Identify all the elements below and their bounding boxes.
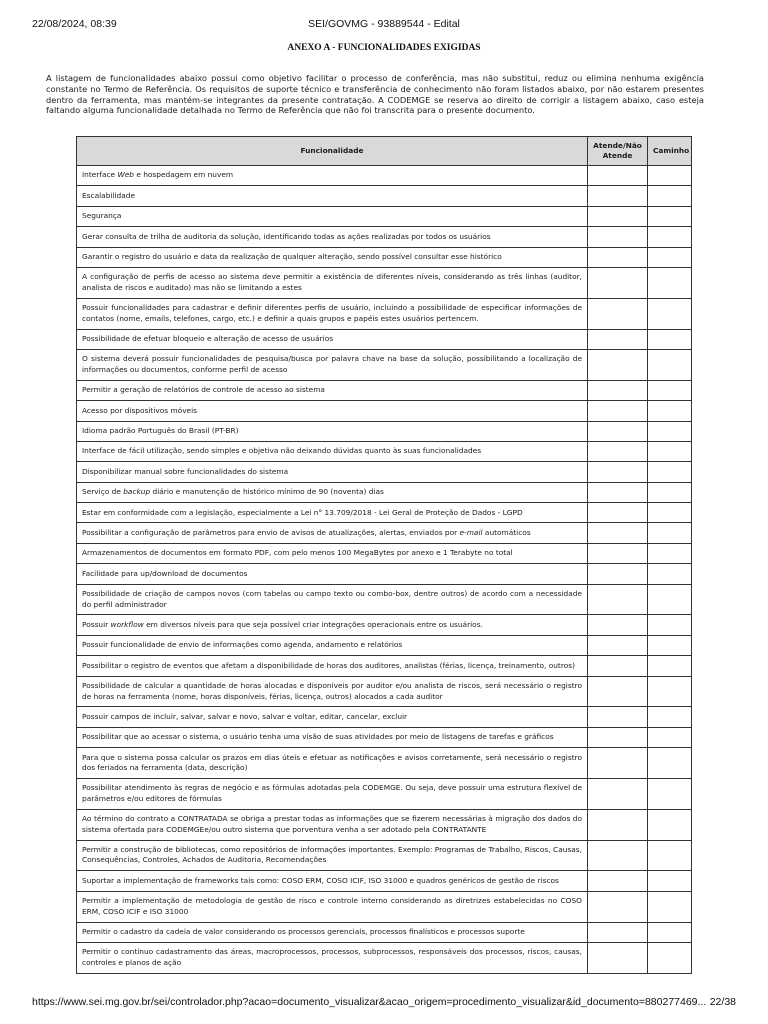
path-cell[interactable] xyxy=(648,727,692,747)
requirement-cell: Garantir o registro do usuário e data da realização de qualquer alteração, sendo possível consultar esse histórico xyxy=(77,247,588,267)
path-cell[interactable] xyxy=(648,329,692,349)
table-row xyxy=(77,543,692,563)
document-title: ANEXO A - FUNCIONALIDADES EXIGIDAS xyxy=(287,43,481,53)
path-cell[interactable] xyxy=(648,421,692,441)
path-cell[interactable] xyxy=(648,891,692,922)
requirement-cell: Ao término do contrato a CONTRATADA se obriga a prestar todas as informações que se fizerem necessárias à migração dos dados do sistema ofertada para CODEMGEe/ou outro sistema que porventura venha a ser adotado pela CONTRATANTE xyxy=(77,809,588,840)
table-row xyxy=(77,635,692,655)
meets-cell[interactable] xyxy=(588,871,648,891)
requirement-cell: Escalabilidade xyxy=(77,186,588,206)
requirement-cell: Disponibilizar manual sobre funcionalidades do sistema xyxy=(77,462,588,482)
path-cell[interactable] xyxy=(648,380,692,400)
path-cell[interactable] xyxy=(648,247,692,267)
path-cell[interactable] xyxy=(648,441,692,461)
path-cell[interactable] xyxy=(648,707,692,727)
requirement-cell: Para que o sistema possa calcular os prazos em dias úteis e efetuar as notificações e avisos corretamente, será necessário o registro dos feriados na ferramenta (data, descrição) xyxy=(77,748,588,779)
table-row xyxy=(77,227,692,247)
path-cell[interactable] xyxy=(648,227,692,247)
table-row xyxy=(77,707,692,727)
table-row xyxy=(77,615,692,635)
meets-cell[interactable] xyxy=(588,543,648,563)
path-cell[interactable] xyxy=(648,615,692,635)
path-cell[interactable] xyxy=(648,267,692,298)
table-row xyxy=(77,247,692,267)
requirement-cell: Facilidade para up/download de documentos xyxy=(77,564,588,584)
path-cell[interactable] xyxy=(648,482,692,502)
meets-cell[interactable] xyxy=(588,942,648,973)
table-row xyxy=(77,871,692,891)
path-cell[interactable] xyxy=(648,922,692,942)
table-row xyxy=(77,584,692,615)
print-header xyxy=(32,18,736,32)
path-cell[interactable] xyxy=(648,206,692,226)
requirement-cell: Possibilitar a configuração de parâmetros para envio de avisos de atualizações, alertas, enviados por e-mail automáticos xyxy=(77,523,588,543)
path-cell[interactable] xyxy=(648,748,692,779)
requirement-cell: Possibilitar atendimento às regras de negócio e as fórmulas adotadas pela CODEMGE. Ou seja, deve possuir uma estrutura flexível de parâmetros e/ou editores de fórmulas xyxy=(77,778,588,809)
meets-cell[interactable] xyxy=(588,247,648,267)
table-row xyxy=(77,401,692,421)
requirement-cell: Possuir funcionalidade de envio de informações como agenda, andamento e relatórios xyxy=(77,635,588,655)
meets-cell[interactable] xyxy=(588,298,648,329)
path-cell[interactable] xyxy=(648,809,692,840)
table-row xyxy=(77,809,692,840)
requirement-cell: Interface de fácil utilização, sendo simples e objetiva não deixando dúvidas quanto às suas funcionalidades xyxy=(77,441,588,461)
meets-cell[interactable] xyxy=(588,656,648,676)
requirement-cell: Serviço de backup diário e manutenção de histórico mínimo de 90 (noventa) dias xyxy=(77,482,588,502)
requirement-cell: Permitir a geração de relatórios de controle de acesso ao sistema xyxy=(77,380,588,400)
table-row xyxy=(77,462,692,482)
table-row xyxy=(77,523,692,543)
table-row xyxy=(77,676,692,707)
table-header-row xyxy=(77,137,692,166)
functionality-table xyxy=(76,136,692,974)
meets-cell[interactable] xyxy=(588,401,648,421)
meets-cell[interactable] xyxy=(588,349,648,380)
requirement-cell: Possuir funcionalidades para cadastrar e definir diferentes perfis de usuário, incluindo a possibilidade de especificar informações de contatos (nome, emails, telefones, cargo, etc.) e definir a quais grupos e papéis estes usuários pertencem. xyxy=(77,298,588,329)
path-cell[interactable] xyxy=(648,871,692,891)
requirement-cell: Possibilitar que ao acessar o sistema, o usuário tenha uma visão de suas atividades por meio de listagens de tarefas e gráficos xyxy=(77,727,588,747)
path-cell[interactable] xyxy=(648,942,692,973)
requirement-cell: Estar em conformidade com a legislação, especialmente a Lei n° 13.709/2018 - Lei Geral de Proteção de Dados - LGPD xyxy=(77,503,588,523)
meets-cell[interactable] xyxy=(588,441,648,461)
path-cell[interactable] xyxy=(648,166,692,186)
path-cell[interactable] xyxy=(648,503,692,523)
requirement-cell: Gerar consulta de trilha de auditoria da solução, identificando todas as ações realizadas por todos os usuários xyxy=(77,227,588,247)
requirement-cell: Possuir workflow em diversos níveis para que seja possível criar integrações operacionais entre os usuários. xyxy=(77,615,588,635)
meets-cell[interactable] xyxy=(588,523,648,543)
meets-cell[interactable] xyxy=(588,166,648,186)
requirement-cell: Possuir campos de incluir, salvar, salvar e novo, salvar e voltar, editar, cancelar, excluir xyxy=(77,707,588,727)
requirement-cell: Permitir o contínuo cadastramento das áreas, macroprocessos, processos, subprocessos, responsáveis dos processos, riscos, causas, controles e planos de ação xyxy=(77,942,588,973)
path-cell[interactable] xyxy=(648,676,692,707)
table-row xyxy=(77,186,692,206)
header-meets: Atende/Não Atende xyxy=(588,137,648,166)
path-cell[interactable] xyxy=(648,840,692,871)
requirement-cell: Permitir a construção de bibliotecas, como repositórios de informações importantes. Exemplo: Programas de Trabalho, Riscos, Causas, Consequências, Controles, Achados de Auditoria, Recomendações xyxy=(77,840,588,871)
requirement-cell: Interface Web e hospedagem em nuvem xyxy=(77,166,588,186)
requirement-cell: O sistema deverá possuir funcionalidades de pesquisa/busca por palavra chave na base da solução, possibilitando a localização de informações ou documentos, conforme perfil de acesso xyxy=(77,349,588,380)
meets-cell[interactable] xyxy=(588,748,648,779)
meets-cell[interactable] xyxy=(588,186,648,206)
meets-cell[interactable] xyxy=(588,922,648,942)
table-row xyxy=(77,166,692,186)
requirement-cell: Possibilidade de calcular a quantidade de horas alocadas e disponíveis por auditor e/ou analista de riscos, será necessário o registro de horas na ferramenta (nome, horas disponíveis, férias, licença, outros) alocados a cada auditor xyxy=(77,676,588,707)
requirement-cell: Armazenamentos de documentos em formato PDF, com pelo menos 100 MegaBytes por anexo e 1 Terabyte no total xyxy=(77,543,588,563)
table-row xyxy=(77,503,692,523)
meets-cell[interactable] xyxy=(588,206,648,226)
meets-cell[interactable] xyxy=(588,482,648,502)
table-row xyxy=(77,267,692,298)
requirement-cell: Acesso por dispositivos móveis xyxy=(77,401,588,421)
requirement-cell: Possibilitar o registro de eventos que afetam a disponibilidade de horas dos auditores, analistas (férias, licença, treinamento, outros) xyxy=(77,656,588,676)
table-row xyxy=(77,206,692,226)
path-cell[interactable] xyxy=(648,584,692,615)
meets-cell[interactable] xyxy=(588,503,648,523)
meets-cell[interactable] xyxy=(588,227,648,247)
requirement-cell: Permitir a implementação de metodologia de gestão de risco e controle interno considerando as diretrizes estabelecidas no COSO ERM, COSO ICIF e ISO 31000 xyxy=(77,891,588,922)
table-row xyxy=(77,840,692,871)
path-cell[interactable] xyxy=(648,298,692,329)
meets-cell[interactable] xyxy=(588,267,648,298)
meets-cell[interactable] xyxy=(588,635,648,655)
path-cell[interactable] xyxy=(648,635,692,655)
table-row xyxy=(77,349,692,380)
meets-cell[interactable] xyxy=(588,329,648,349)
path-cell[interactable] xyxy=(648,186,692,206)
path-cell[interactable] xyxy=(648,401,692,421)
path-cell[interactable] xyxy=(648,564,692,584)
print-title: SEI/GOVMG - 93889544 - Edital xyxy=(308,18,460,30)
meets-cell[interactable] xyxy=(588,727,648,747)
path-cell[interactable] xyxy=(648,778,692,809)
path-cell[interactable] xyxy=(648,349,692,380)
intro-paragraph: A listagem de funcionalidades abaixo possui como objetivo facilitar o processo de conferência, mas não substitui, reduz ou elimina nenhuma exigência constante no Termo de Referência. Os requisitos de suporte técnico e transferência de conhecimento não foram listados abaixo, por não estarem presentes dentro da ferramenta, mas mantém-se integrantes da presente contratação. A CODEMGE se reserva ao direito de corrigir a listagem abaixo, caso esteja faltando alguma funcionalidade detalhada no Termo de Referência que não foi transcrita para o presente documento. xyxy=(46,73,704,116)
table-row xyxy=(77,329,692,349)
requirement-cell: Possibilidade de efetuar bloqueio e alteração de acesso de usuários xyxy=(77,329,588,349)
table-row xyxy=(77,891,692,922)
table-row xyxy=(77,421,692,441)
meets-cell[interactable] xyxy=(588,778,648,809)
meets-cell[interactable] xyxy=(588,809,648,840)
table-row xyxy=(77,748,692,779)
table-row xyxy=(77,922,692,942)
requirement-cell: Possibilidade de criação de campos novos (com tabelas ou campo texto ou combo-box, dentre outros) de acordo com a necessidade do perfil administrador xyxy=(77,584,588,615)
table-row xyxy=(77,564,692,584)
table-row xyxy=(77,942,692,973)
meets-cell[interactable] xyxy=(588,421,648,441)
meets-cell[interactable] xyxy=(588,891,648,922)
header-path: Caminho xyxy=(648,137,692,166)
meets-cell[interactable] xyxy=(588,584,648,615)
path-cell[interactable] xyxy=(648,462,692,482)
requirement-cell: Segurança xyxy=(77,206,588,226)
table-row xyxy=(77,441,692,461)
requirement-cell: Idioma padrão Português do Brasil (PT-BR) xyxy=(77,421,588,441)
meets-cell[interactable] xyxy=(588,840,648,871)
table-row xyxy=(77,380,692,400)
meets-cell[interactable] xyxy=(588,564,648,584)
requirement-cell: Suportar a implementação de frameworks tais como: COSO ERM, COSO ICIF, ISO 31000 e quadros genéricos de gestão de riscos xyxy=(77,871,588,891)
path-cell[interactable] xyxy=(648,656,692,676)
print-footer xyxy=(32,996,736,1010)
path-cell[interactable] xyxy=(648,543,692,563)
meets-cell[interactable] xyxy=(588,615,648,635)
table-row xyxy=(77,778,692,809)
table-row xyxy=(77,727,692,747)
table-row xyxy=(77,298,692,329)
requirement-cell: Permitir o cadastro da cadeia de valor considerando os processos gerenciais, processos finalísticos e processos suporte xyxy=(77,922,588,942)
path-cell[interactable] xyxy=(648,523,692,543)
requirement-cell: A configuração de perfis de acesso ao sistema deve permitir a existência de diferentes níveis, considerando as três linhas (auditor, analista de riscos e auditado) mas não se limitando a estes xyxy=(77,267,588,298)
table-row xyxy=(77,482,692,502)
meets-cell[interactable] xyxy=(588,462,648,482)
table-row xyxy=(77,656,692,676)
meets-cell[interactable] xyxy=(588,707,648,727)
meets-cell[interactable] xyxy=(588,676,648,707)
page-number: 22/38 xyxy=(709,996,736,1008)
print-datetime: 22/08/2024, 08:39 xyxy=(32,18,117,30)
meets-cell[interactable] xyxy=(588,380,648,400)
print-url: https://www.sei.mg.gov.br/sei/controlador.php?acao=documento_visualizar&acao_origem=procedimento_visualizar&id_documento=880277469... xyxy=(32,996,707,1008)
header-functionality: Funcionalidade xyxy=(77,137,588,166)
